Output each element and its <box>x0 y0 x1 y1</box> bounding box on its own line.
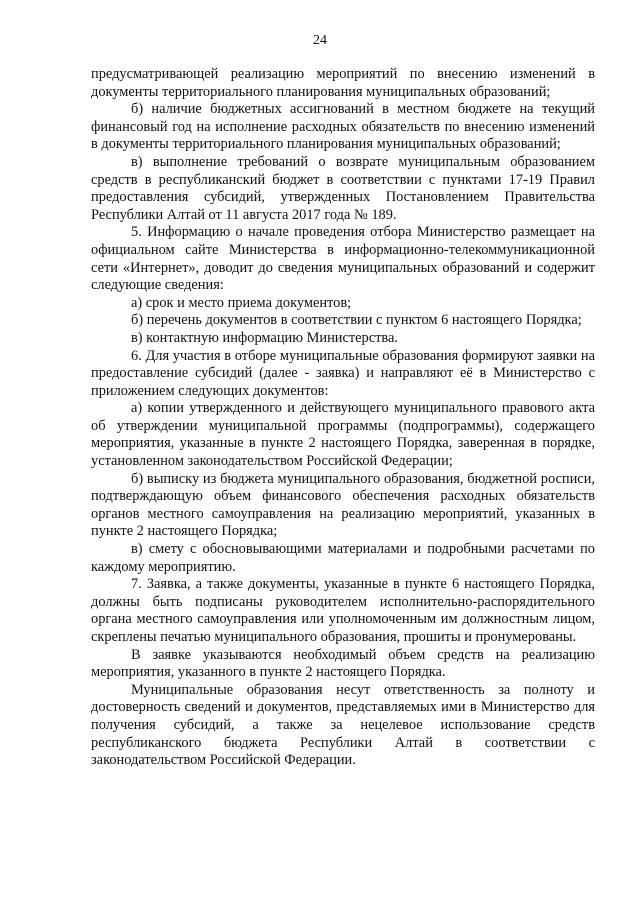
paragraph: в) смету с обосновывающими материалами и подробными расчетами по каждому мероприятию. <box>91 541 595 575</box>
paragraph: 7. Заявка, а также документы, указанные в пункте 6 настоящего Порядка, должны быть подписаны руководителем исполнительно-распорядительного органа местного самоуправления или уполномоченным им должностным лицом, скреплены печатью муниципального образования, прошиты и пронумерованы. <box>91 576 595 645</box>
paragraph: в) контактную информацию Министерства. <box>131 329 398 346</box>
paragraph: а) копии утвержденного и действующего муниципального правового акта об утверждении муниципальной программы (подпрограммы), содержащего мероприятия, указанные в пункте 2 настоящего Порядка, заверенная в порядке, установленном законодательством Российской Федерации; <box>91 400 595 470</box>
document-body <box>91 66 595 770</box>
paragraph: В заявке указываются необходимый объем средств на реализацию мероприятия, указанного в пункте 2 настоящего Порядка. <box>91 646 595 681</box>
paragraph: в) выполнение требований о возврате муниципальным образованием средств в республиканский бюджет в соответствии с пунктами 17-19 Правил предоставления субсидий, утвержденных Постановлением Правительства Республики Алтай от 11 августа 2017 года № 189. <box>91 153 595 223</box>
paragraph: 6. Для участия в отборе муниципальные образования формируют заявки на предоставление субсидий (далее - заявка) и направляют её в Министерство с приложением следующих документов: <box>91 347 595 399</box>
paragraph: 5. Информацию о начале проведения отбора Министерство размещает на официальном сайте Министерства в информационно-телекоммуникационной сети «Интернет», доводит до сведения муниципальных образований и содержит следующие сведения: <box>91 224 595 294</box>
paragraph: а) срок и место приема документов; <box>131 294 352 311</box>
page-number: 24 <box>313 33 327 48</box>
paragraph: б) перечень документов в соответствии с пунктом 6 настоящего Порядка; <box>131 312 582 329</box>
paragraph: б) выписку из бюджета муниципального образования, бюджетной росписи, подтверждающую объем финансового обеспечения расходных обязательств органов местного самоуправления на реализацию мероприятий, указанных в пункте 2 настоящего Порядка; <box>91 470 595 540</box>
paragraph: Муниципальные образования несут ответственность за полноту и достоверность сведений и документов, представляемых ими в Министерство для получения субсидий, а также за нецелевое использование средств республиканского бюджета Республики Алтай в соответствии с законодательством Российской Федерации. <box>91 681 595 769</box>
paragraph: б) наличие бюджетных ассигнований в местном бюджете на текущий финансовый год на исполнение расходных обязательств по внесению изменений в документы территориального планирования муниципальных образований; <box>91 101 595 153</box>
paragraph: предусматривающей реализацию мероприятий по внесению изменений в документы территориального планирования муниципальных образований; <box>91 66 595 100</box>
